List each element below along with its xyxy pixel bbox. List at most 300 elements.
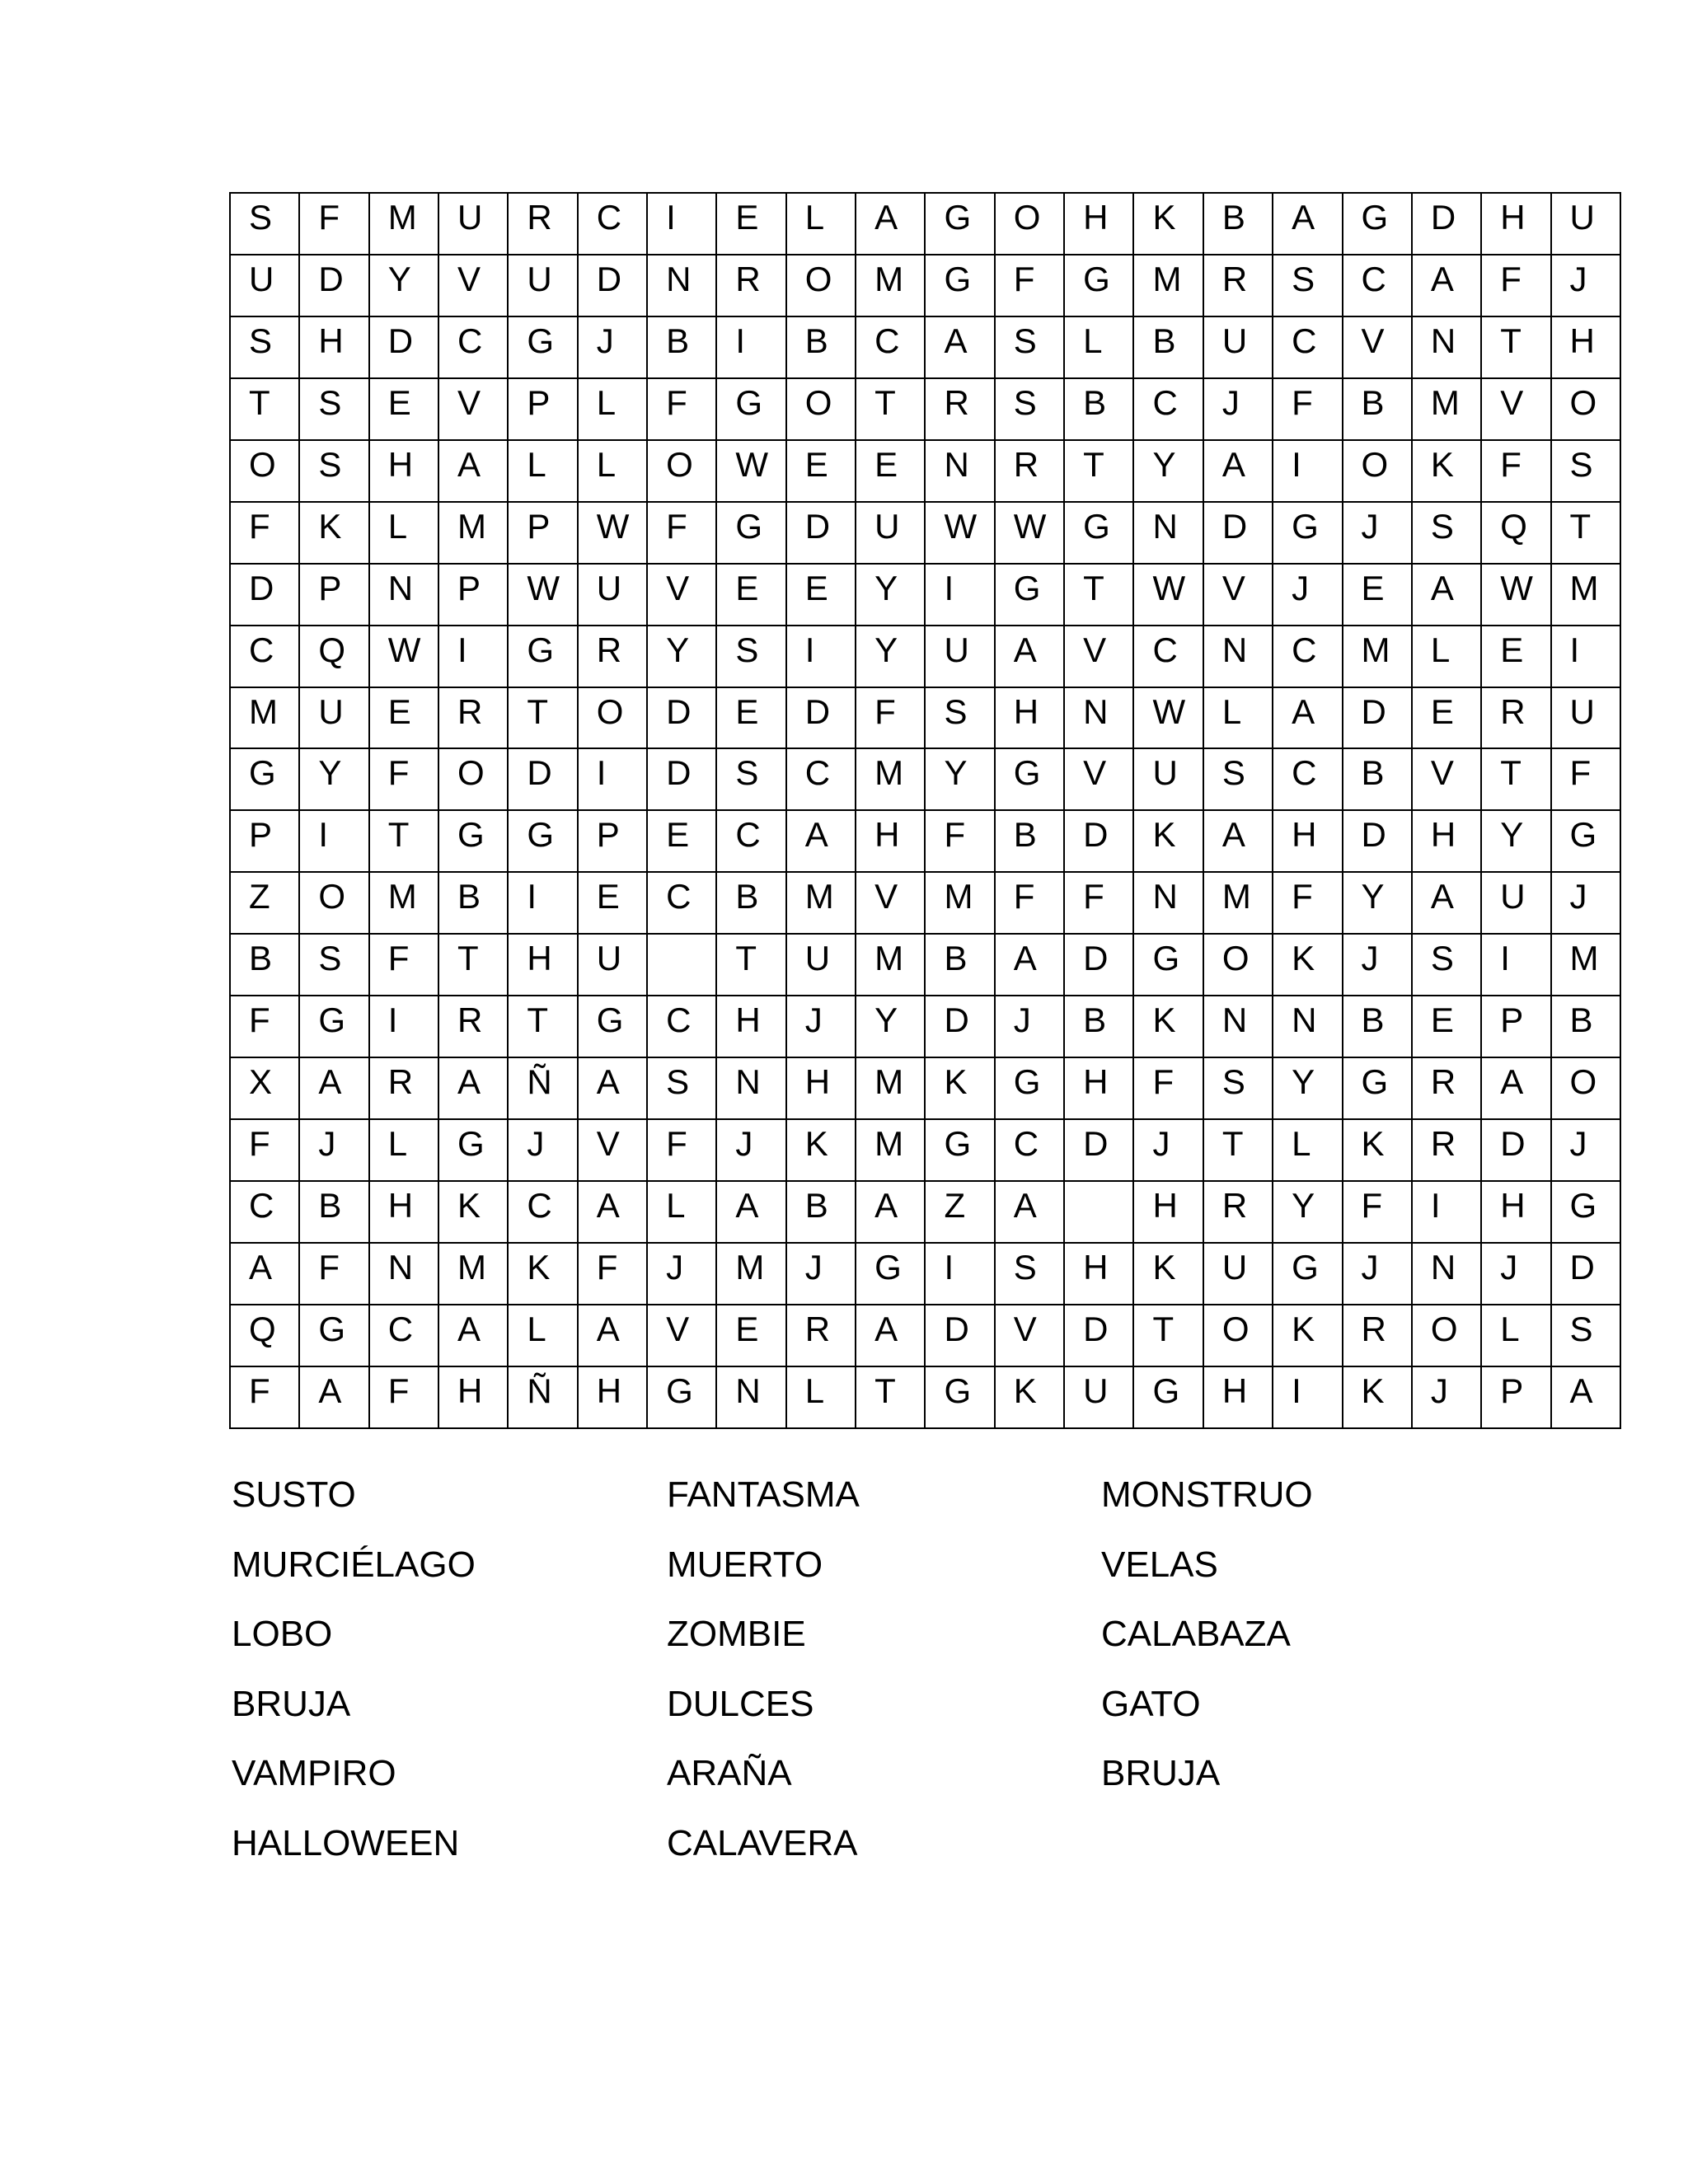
grid-cell: E [716, 193, 785, 255]
grid-cell: D [647, 687, 716, 749]
grid-cell: L [1064, 316, 1133, 378]
grid-cell: Y [299, 748, 368, 810]
word-item: CALABAZA [1101, 1614, 1291, 1654]
grid-body [230, 193, 1620, 1428]
grid-cell: R [1412, 1119, 1481, 1181]
grid-cell: A [995, 934, 1064, 996]
grid-cell: Y [856, 996, 925, 1057]
grid-cell: B [786, 1181, 856, 1243]
grid-row [230, 1181, 1620, 1243]
grid-cell: O [1551, 1057, 1620, 1119]
grid-cell: U [1551, 193, 1620, 255]
grid-cell: L [578, 378, 647, 440]
grid-cell: Ñ [508, 1057, 577, 1119]
grid-cell: X [230, 1057, 299, 1119]
grid-cell: J [1273, 564, 1342, 626]
grid-cell: S [230, 316, 299, 378]
grid-cell: O [438, 748, 508, 810]
grid-cell: I [508, 872, 577, 934]
grid-cell: Y [1133, 440, 1203, 502]
grid-cell: L [369, 1119, 438, 1181]
grid-cell: H [1551, 316, 1620, 378]
grid-cell: A [1551, 1366, 1620, 1428]
grid-row [230, 564, 1620, 626]
grid-cell: G [1343, 193, 1412, 255]
grid-cell: G [508, 810, 577, 872]
grid-cell: D [1412, 193, 1481, 255]
grid-cell: V [647, 1305, 716, 1366]
grid-cell: J [1481, 1243, 1550, 1305]
grid-cell: I [925, 1243, 994, 1305]
grid-cell: O [1551, 378, 1620, 440]
grid-cell: A [1203, 810, 1273, 872]
grid-cell: O [647, 440, 716, 502]
grid-cell: J [1343, 1243, 1412, 1305]
grid-cell: R [438, 996, 508, 1057]
grid-cell: T [508, 687, 577, 749]
grid-cell: K [1343, 1366, 1412, 1428]
grid-cell: J [1551, 872, 1620, 934]
grid-cell: D [786, 687, 856, 749]
grid-cell: F [230, 996, 299, 1057]
grid-cell: S [1412, 502, 1481, 564]
grid-cell: W [1133, 564, 1203, 626]
grid-cell: I [786, 626, 856, 687]
grid-cell: Y [1481, 810, 1550, 872]
grid-cell: V [995, 1305, 1064, 1366]
grid-cell: U [1551, 687, 1620, 749]
grid-cell: W [716, 440, 785, 502]
grid-cell: C [578, 193, 647, 255]
grid-cell: D [1064, 934, 1133, 996]
grid-row [230, 687, 1620, 749]
grid-cell: F [1551, 748, 1620, 810]
grid-cell: J [1412, 1366, 1481, 1428]
grid-cell: V [1203, 564, 1273, 626]
grid-cell: N [369, 564, 438, 626]
grid-cell: O [1203, 1305, 1273, 1366]
grid-cell: G [299, 996, 368, 1057]
grid-row [230, 934, 1620, 996]
grid-cell: P [299, 564, 368, 626]
grid-cell: G [925, 1119, 994, 1181]
word-item: GATO [1101, 1683, 1201, 1724]
grid-cell: U [786, 934, 856, 996]
grid-cell: I [369, 996, 438, 1057]
grid-cell: A [856, 193, 925, 255]
grid-cell: E [1481, 626, 1550, 687]
grid-cell: A [786, 810, 856, 872]
grid-cell: H [578, 1366, 647, 1428]
word-item: ARAÑA [667, 1753, 792, 1793]
grid-cell: N [1412, 316, 1481, 378]
grid-cell: B [1343, 378, 1412, 440]
grid-cell: R [1203, 1181, 1273, 1243]
word-item: DULCES [667, 1683, 814, 1724]
grid-cell: K [995, 1366, 1064, 1428]
grid-cell: D [925, 1305, 994, 1366]
grid-cell: B [1343, 748, 1412, 810]
grid-cell: I [1273, 440, 1342, 502]
grid-cell: T [716, 934, 785, 996]
grid-cell: G [1551, 810, 1620, 872]
grid-cell: V [438, 378, 508, 440]
grid-cell: B [925, 934, 994, 996]
grid-row [230, 1366, 1620, 1428]
grid-cell: O [1343, 440, 1412, 502]
grid-cell: H [716, 996, 785, 1057]
grid-row [230, 502, 1620, 564]
grid-cell: N [1203, 996, 1273, 1057]
grid-cell: H [1064, 193, 1133, 255]
grid-cell: R [1412, 1057, 1481, 1119]
grid-cell: F [925, 810, 994, 872]
grid-cell: U [508, 255, 577, 316]
grid-cell: H [299, 316, 368, 378]
grid-cell: V [578, 1119, 647, 1181]
grid-cell: J [647, 1243, 716, 1305]
grid-cell: B [1133, 316, 1203, 378]
grid-cell: N [716, 1057, 785, 1119]
grid-cell: C [647, 872, 716, 934]
grid-cell: F [1481, 440, 1550, 502]
grid-cell: S [1203, 1057, 1273, 1119]
grid-cell: M [1551, 934, 1620, 996]
grid-cell: K [1133, 996, 1203, 1057]
grid-cell: G [578, 996, 647, 1057]
word-item: FANTASMA [667, 1474, 860, 1515]
grid-cell: G [508, 626, 577, 687]
grid-cell: L [786, 193, 856, 255]
grid-cell: G [299, 1305, 368, 1366]
grid-cell: A [578, 1057, 647, 1119]
grid-cell: F [1343, 1181, 1412, 1243]
grid-cell: Q [230, 1305, 299, 1366]
grid-cell: I [1551, 626, 1620, 687]
grid-cell: H [856, 810, 925, 872]
grid-cell: W [508, 564, 577, 626]
grid-cell: W [925, 502, 994, 564]
grid-row [230, 996, 1620, 1057]
grid-cell: Z [230, 872, 299, 934]
grid-cell: E [578, 872, 647, 934]
word-item: CALAVERA [667, 1822, 858, 1863]
grid-cell: P [230, 810, 299, 872]
grid-cell: T [1481, 748, 1550, 810]
grid-cell: A [438, 1305, 508, 1366]
grid-cell: C [230, 626, 299, 687]
grid-row [230, 748, 1620, 810]
grid-row [230, 378, 1620, 440]
grid-cell: A [299, 1366, 368, 1428]
grid-row [230, 440, 1620, 502]
grid-cell: H [1481, 1181, 1550, 1243]
grid-cell: B [716, 872, 785, 934]
grid-cell: M [716, 1243, 785, 1305]
grid-cell: A [856, 1181, 925, 1243]
grid-cell: W [1133, 687, 1203, 749]
grid-cell: F [369, 748, 438, 810]
grid-cell: S [716, 748, 785, 810]
grid-cell: S [995, 378, 1064, 440]
grid-cell: F [647, 502, 716, 564]
grid-cell: I [438, 626, 508, 687]
grid-cell: Y [369, 255, 438, 316]
grid-cell: R [786, 1305, 856, 1366]
grid-cell: T [856, 378, 925, 440]
grid-cell: T [1481, 316, 1550, 378]
grid-cell: H [508, 934, 577, 996]
grid-cell [1064, 1181, 1133, 1243]
grid-cell: G [647, 1366, 716, 1428]
grid-cell: U [856, 502, 925, 564]
grid-cell: S [1273, 255, 1342, 316]
grid-cell: F [299, 1243, 368, 1305]
grid-cell: U [230, 255, 299, 316]
grid-cell: A [1481, 1057, 1550, 1119]
grid-cell: H [369, 1181, 438, 1243]
grid-cell: C [786, 748, 856, 810]
grid-cell: N [1133, 872, 1203, 934]
grid-cell: A [1412, 255, 1481, 316]
grid-cell: D [508, 748, 577, 810]
grid-row [230, 1243, 1620, 1305]
grid-cell: O [1412, 1305, 1481, 1366]
grid-cell: M [856, 1119, 925, 1181]
grid-cell: G [1551, 1181, 1620, 1243]
grid-cell: G [1064, 255, 1133, 316]
grid-cell: G [508, 316, 577, 378]
grid-cell: M [856, 255, 925, 316]
grid-cell: B [230, 934, 299, 996]
grid-cell: F [1133, 1057, 1203, 1119]
grid-cell: K [925, 1057, 994, 1119]
grid-cell: E [856, 440, 925, 502]
grid-cell: L [1273, 1119, 1342, 1181]
grid-cell: Y [1273, 1057, 1342, 1119]
grid-cell: D [369, 316, 438, 378]
grid-cell: C [1343, 255, 1412, 316]
grid-cell: B [786, 316, 856, 378]
word-item: VAMPIRO [232, 1753, 396, 1793]
grid-cell: S [1551, 440, 1620, 502]
grid-cell: O [1203, 934, 1273, 996]
grid-cell: R [716, 255, 785, 316]
grid-cell: F [1481, 255, 1550, 316]
grid-cell: K [1343, 1119, 1412, 1181]
word-item: MONSTRUO [1101, 1474, 1313, 1515]
grid-cell: D [299, 255, 368, 316]
grid-cell: M [369, 872, 438, 934]
grid-cell: V [856, 872, 925, 934]
grid-cell: E [786, 440, 856, 502]
grid-cell: Y [856, 626, 925, 687]
grid-cell: V [1343, 316, 1412, 378]
grid-cell: C [995, 1119, 1064, 1181]
grid-cell: T [230, 378, 299, 440]
grid-cell: U [1064, 1366, 1133, 1428]
grid-cell: J [1203, 378, 1273, 440]
grid-cell: V [1481, 378, 1550, 440]
grid-cell: L [1481, 1305, 1550, 1366]
grid-cell: E [786, 564, 856, 626]
grid-cell: J [995, 996, 1064, 1057]
grid-cell: R [1203, 255, 1273, 316]
grid-cell: D [1064, 1119, 1133, 1181]
grid-cell: K [438, 1181, 508, 1243]
grid-cell: R [1343, 1305, 1412, 1366]
grid-cell: T [1064, 564, 1133, 626]
grid-cell: J [508, 1119, 577, 1181]
grid-cell: B [1203, 193, 1273, 255]
grid-cell: D [1203, 502, 1273, 564]
grid-cell: U [438, 193, 508, 255]
grid-cell: F [578, 1243, 647, 1305]
grid-cell: C [856, 316, 925, 378]
grid-cell: G [925, 193, 994, 255]
grid-cell: M [925, 872, 994, 934]
grid-cell: P [508, 378, 577, 440]
grid-cell: I [925, 564, 994, 626]
grid-cell: E [716, 564, 785, 626]
grid-cell: A [578, 1305, 647, 1366]
word-item: MURCIÉLAGO [232, 1544, 476, 1585]
grid-cell: F [230, 1366, 299, 1428]
grid-cell: A [1273, 193, 1342, 255]
grid-cell: S [1412, 934, 1481, 996]
grid-cell: T [1551, 502, 1620, 564]
grid-row [230, 1057, 1620, 1119]
grid-cell: J [299, 1119, 368, 1181]
grid-cell: T [1133, 1305, 1203, 1366]
grid-row [230, 872, 1620, 934]
grid-cell: M [1412, 378, 1481, 440]
grid-cell: B [995, 810, 1064, 872]
grid-cell: A [995, 626, 1064, 687]
grid-cell: M [856, 934, 925, 996]
grid-cell: F [647, 1119, 716, 1181]
grid-cell: L [647, 1181, 716, 1243]
grid-cell: N [1203, 626, 1273, 687]
grid-cell: E [716, 687, 785, 749]
grid-cell: K [508, 1243, 577, 1305]
grid-cell: H [369, 440, 438, 502]
grid-cell: S [1203, 748, 1273, 810]
grid-cell: B [1064, 378, 1133, 440]
grid-cell: W [369, 626, 438, 687]
grid-cell: O [786, 378, 856, 440]
grid-cell: S [716, 626, 785, 687]
grid-cell: A [1273, 687, 1342, 749]
grid-cell: N [1273, 996, 1342, 1057]
grid-cell: A [438, 1057, 508, 1119]
grid-cell: A [856, 1305, 925, 1366]
grid-cell: D [1343, 687, 1412, 749]
grid-cell: H [1412, 810, 1481, 872]
grid-cell: F [856, 687, 925, 749]
grid-cell: R [438, 687, 508, 749]
grid-cell: A [716, 1181, 785, 1243]
grid-cell: E [1343, 564, 1412, 626]
grid-cell: S [299, 378, 368, 440]
grid-cell: C [1273, 626, 1342, 687]
grid-cell: Y [856, 564, 925, 626]
grid-cell: T [1203, 1119, 1273, 1181]
grid-cell: K [299, 502, 368, 564]
grid-cell: V [438, 255, 508, 316]
grid-cell: N [1133, 502, 1203, 564]
grid-cell: E [369, 378, 438, 440]
grid-cell: H [438, 1366, 508, 1428]
grid-cell: K [1273, 934, 1342, 996]
grid-row [230, 316, 1620, 378]
grid-cell: P [1481, 996, 1550, 1057]
grid-cell: L [1412, 626, 1481, 687]
grid-cell: L [508, 440, 577, 502]
grid-cell: D [1551, 1243, 1620, 1305]
grid-cell: V [1064, 748, 1133, 810]
grid-cell: G [925, 1366, 994, 1428]
grid-cell: I [299, 810, 368, 872]
grid-cell: H [1133, 1181, 1203, 1243]
grid-cell: J [578, 316, 647, 378]
grid-cell: V [1064, 626, 1133, 687]
grid-cell: K [1133, 193, 1203, 255]
grid-cell: C [716, 810, 785, 872]
word-column-1 [232, 1474, 476, 1895]
grid-cell: A [299, 1057, 368, 1119]
grid-cell: N [925, 440, 994, 502]
grid-cell: S [230, 193, 299, 255]
grid-cell: F [230, 502, 299, 564]
grid-cell: C [1133, 626, 1203, 687]
grid-cell: C [230, 1181, 299, 1243]
grid-cell: T [508, 996, 577, 1057]
grid-cell: N [647, 255, 716, 316]
grid-cell: S [299, 934, 368, 996]
grid-cell: S [647, 1057, 716, 1119]
grid-cell: U [1203, 316, 1273, 378]
grid-cell: I [1481, 934, 1550, 996]
grid-cell: V [647, 564, 716, 626]
grid-cell: H [995, 687, 1064, 749]
grid-cell: Y [1343, 872, 1412, 934]
grid-cell: G [1343, 1057, 1412, 1119]
grid-cell: E [716, 1305, 785, 1366]
grid-cell: S [995, 1243, 1064, 1305]
grid-cell: C [647, 996, 716, 1057]
grid-cell: O [786, 255, 856, 316]
grid-cell: B [647, 316, 716, 378]
grid-cell: A [995, 1181, 1064, 1243]
grid-cell: L [1203, 687, 1273, 749]
grid-cell: R [925, 378, 994, 440]
grid-cell: B [1343, 996, 1412, 1057]
word-item: BRUJA [232, 1683, 351, 1724]
grid-cell: O [230, 440, 299, 502]
grid-cell: C [1133, 378, 1203, 440]
grid-cell: J [1133, 1119, 1203, 1181]
grid-cell: N [1064, 687, 1133, 749]
grid-cell: J [786, 1243, 856, 1305]
grid-cell: U [1203, 1243, 1273, 1305]
grid-cell: Q [299, 626, 368, 687]
grid-cell: S [1551, 1305, 1620, 1366]
grid-cell: G [1273, 502, 1342, 564]
grid-cell: M [856, 748, 925, 810]
grid-cell: B [1064, 996, 1133, 1057]
grid-cell: F [1064, 872, 1133, 934]
